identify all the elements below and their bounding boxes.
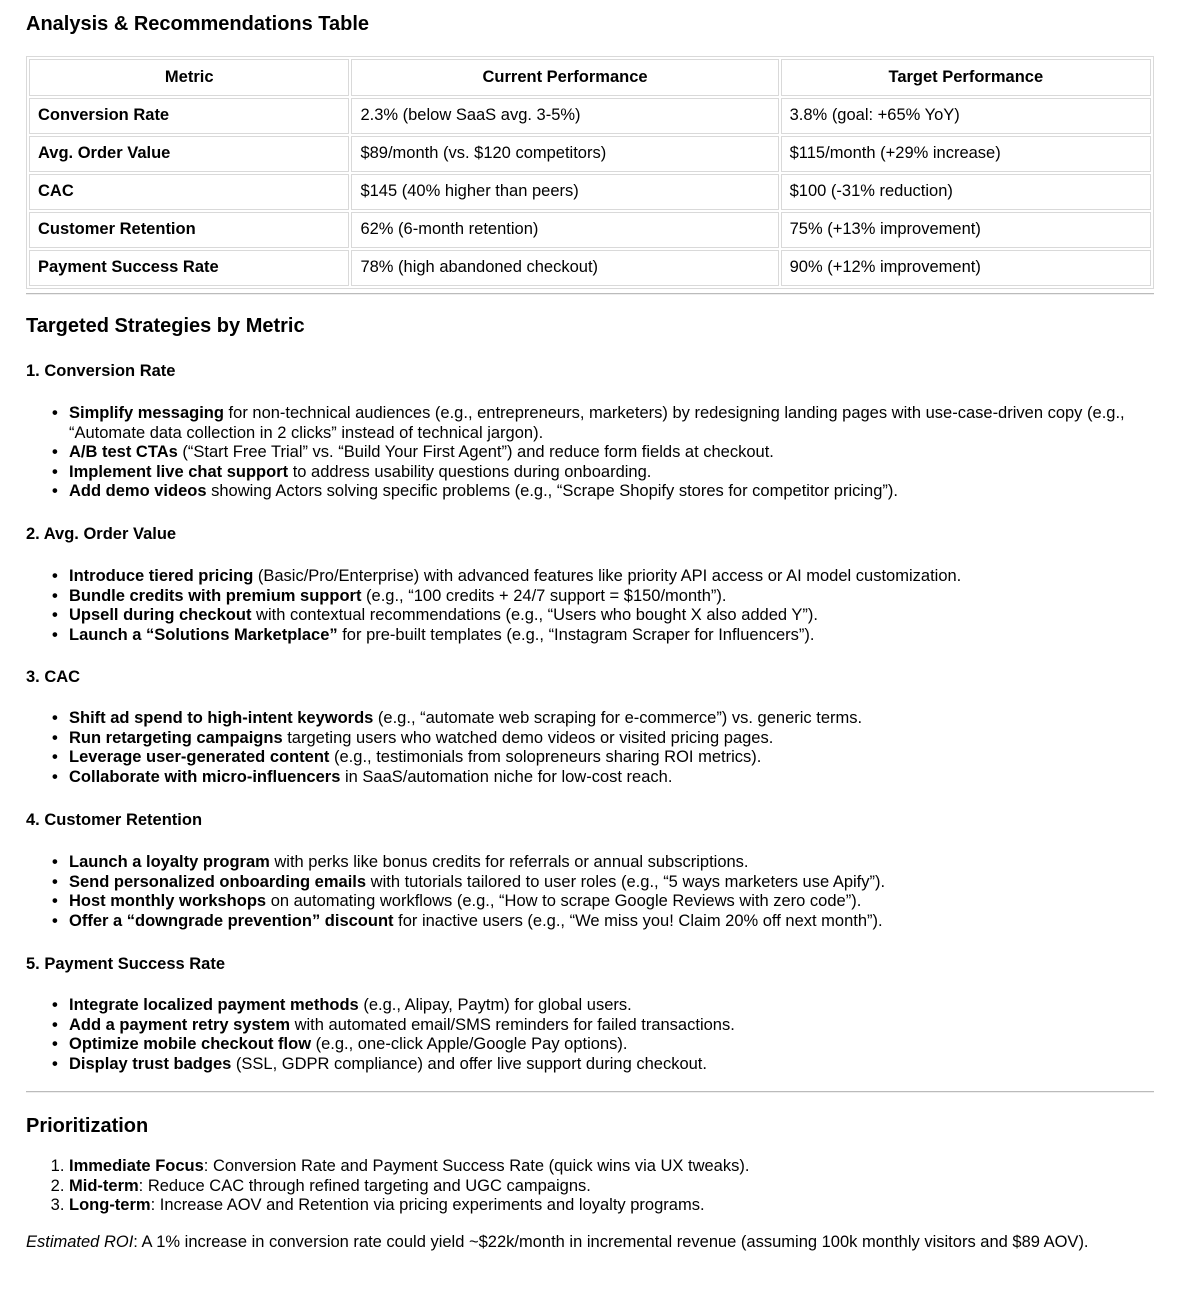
table-header-row bbox=[29, 59, 1151, 96]
item-text: (e.g., “100 credits + 24/7 support = $150/month”). bbox=[361, 586, 727, 605]
strategy-section-aov bbox=[26, 524, 1154, 645]
list-item bbox=[69, 1177, 1154, 1197]
item-bold: Shift ad spend to high-intent keywords bbox=[69, 709, 374, 727]
column-header-target: Target Performance bbox=[781, 59, 1151, 96]
item-text: with perks like bonus credits for referrals or annual subscriptions. bbox=[269, 853, 749, 871]
target-cell: 3.8% (goal: +65% YoY) bbox=[781, 98, 1151, 134]
item-text: targeting users who watched demo videos or visited pricing pages. bbox=[282, 728, 774, 747]
list-item bbox=[69, 1055, 1154, 1075]
item-text: to address usability questions during onboarding. bbox=[288, 462, 652, 481]
item-text: for pre-built templates (e.g., “Instagram Scraper for Influencers”). bbox=[337, 625, 815, 644]
list-item bbox=[69, 709, 1154, 729]
list-item bbox=[69, 768, 1154, 788]
item-bold: Launch a loyalty program bbox=[69, 853, 270, 871]
target-cell: 90% (+12% improvement) bbox=[781, 250, 1151, 286]
strategy-list bbox=[26, 996, 1154, 1074]
strategies-heading: Targeted Strategies by Metric bbox=[26, 315, 305, 337]
item-text: with contextual recommendations (e.g., “Users who bought X also added Y”). bbox=[251, 606, 818, 624]
list-item bbox=[69, 606, 1154, 626]
list-item bbox=[69, 587, 1154, 607]
table-row bbox=[29, 136, 1151, 172]
strategy-list bbox=[26, 709, 1154, 787]
item-text: (“Start Free Trial” vs. “Build Your First Agent”) and reduce form fields at checkout. bbox=[177, 443, 774, 461]
list-item bbox=[69, 1035, 1154, 1055]
list-item bbox=[69, 567, 1154, 587]
item-bold: Integrate localized payment methods bbox=[69, 996, 359, 1014]
strategy-section-cac bbox=[26, 667, 1154, 787]
item-bold: Implement live chat support bbox=[69, 462, 289, 481]
list-item bbox=[69, 1016, 1154, 1036]
strategy-section-title: 4. Customer Retention bbox=[26, 811, 203, 829]
item-text: : Reduce CAC through refined targeting and UGC campaigns. bbox=[138, 1176, 591, 1195]
strategy-section-payment bbox=[26, 954, 1154, 1074]
strategy-section-title: 1. Conversion Rate bbox=[26, 362, 176, 380]
metric-cell: Payment Success Rate bbox=[29, 250, 349, 286]
list-item bbox=[69, 748, 1154, 768]
item-text: (e.g., testimonials from solopreneurs sharing ROI metrics). bbox=[329, 748, 762, 766]
item-bold: Optimize mobile checkout flow bbox=[69, 1035, 312, 1053]
strategy-list bbox=[26, 853, 1154, 931]
current-cell: 62% (6-month retention) bbox=[351, 212, 778, 248]
table-row bbox=[29, 174, 1151, 210]
list-item bbox=[69, 482, 1154, 502]
item-bold: Introduce tiered pricing bbox=[69, 567, 254, 585]
item-bold: Display trust badges bbox=[69, 1054, 232, 1073]
prioritization-list bbox=[26, 1157, 1154, 1216]
item-text: with automated email/SMS reminders for failed transactions. bbox=[290, 1015, 735, 1034]
current-cell: 78% (high abandoned checkout) bbox=[351, 250, 778, 286]
item-bold: Launch a “Solutions Marketplace” bbox=[69, 625, 338, 644]
strategy-section-title: 2. Avg. Order Value bbox=[26, 525, 177, 543]
item-bold: Collaborate with micro-influencers bbox=[69, 767, 341, 786]
item-text: (e.g., one-click Apple/Google Pay options). bbox=[311, 1035, 628, 1053]
item-bold: Add a payment retry system bbox=[69, 1015, 291, 1034]
list-item bbox=[69, 626, 1154, 646]
item-bold: Host monthly workshops bbox=[69, 892, 267, 910]
list-item bbox=[69, 873, 1154, 893]
metric-cell: Avg. Order Value bbox=[29, 136, 349, 172]
target-cell: $100 (-31% reduction) bbox=[781, 174, 1151, 210]
item-text: : Increase AOV and Retention via pricing experiments and loyalty programs. bbox=[150, 1196, 705, 1214]
item-bold: Add demo videos bbox=[69, 482, 207, 500]
item-bold: Offer a “downgrade prevention” discount bbox=[69, 911, 394, 930]
metric-cell: Customer Retention bbox=[29, 212, 349, 248]
item-text: for non-technical audiences (e.g., entrepreneurs, marketers) by redesigning landing pages with use-case-driven copy (e.g., “Automate data collection in 2 clicks” instead of technical jargon). bbox=[69, 404, 1125, 442]
column-header-current: Current Performance bbox=[351, 59, 778, 96]
item-bold: Leverage user-generated content bbox=[69, 748, 330, 766]
roi-text: : A 1% increase in conversion rate could yield ~$22k/month in incremental revenue (assuming 100k monthly visitors and $89 AOV). bbox=[133, 1233, 1089, 1251]
strategy-section-title: 3. CAC bbox=[26, 668, 81, 686]
column-header-metric: Metric bbox=[29, 59, 349, 96]
table-row bbox=[29, 212, 1151, 248]
list-item bbox=[69, 443, 1154, 463]
item-text: (e.g., Alipay, Paytm) for global users. bbox=[358, 996, 632, 1014]
item-bold: Run retargeting campaigns bbox=[69, 728, 283, 747]
target-cell: 75% (+13% improvement) bbox=[781, 212, 1151, 248]
item-bold: Mid-term bbox=[69, 1176, 139, 1195]
item-bold: Send personalized onboarding emails bbox=[69, 872, 367, 891]
list-item bbox=[69, 853, 1154, 873]
item-bold: Bundle credits with premium support bbox=[69, 586, 362, 605]
list-item bbox=[69, 1196, 1154, 1216]
list-item bbox=[69, 463, 1154, 483]
metric-cell: CAC bbox=[29, 174, 349, 210]
strategy-list bbox=[26, 567, 1154, 645]
item-bold: A/B test CTAs bbox=[69, 443, 178, 461]
divider bbox=[26, 1091, 1154, 1093]
divider bbox=[26, 293, 1154, 295]
current-cell: $89/month (vs. $120 competitors) bbox=[351, 136, 778, 172]
list-item bbox=[69, 892, 1154, 912]
current-cell: 2.3% (below SaaS avg. 3-5%) bbox=[351, 98, 778, 134]
list-item bbox=[69, 404, 1154, 443]
table-row bbox=[29, 250, 1151, 286]
prioritization-section bbox=[26, 1114, 1154, 1216]
item-text: in SaaS/automation niche for low-cost reach. bbox=[340, 767, 673, 786]
list-item bbox=[69, 996, 1154, 1016]
current-cell: $145 (40% higher than peers) bbox=[351, 174, 778, 210]
item-bold: Simplify messaging bbox=[69, 404, 224, 422]
page-title: Analysis & Recommendations Table bbox=[26, 13, 370, 35]
roi-paragraph bbox=[26, 1233, 1154, 1253]
list-item bbox=[69, 1157, 1154, 1177]
item-text: (e.g., “automate web scraping for e-commerce”) vs. generic terms. bbox=[373, 709, 863, 727]
item-text: (Basic/Pro/Enterprise) with advanced features like priority API access or AI model customization. bbox=[253, 567, 962, 585]
item-text: on automating workflows (e.g., “How to scrape Google Reviews with zero code”). bbox=[266, 892, 862, 910]
strategy-list bbox=[26, 404, 1154, 502]
item-bold: Upsell during checkout bbox=[69, 606, 252, 624]
item-bold: Long-term bbox=[69, 1196, 151, 1214]
metrics-table bbox=[26, 56, 1154, 289]
item-text: (SSL, GDPR compliance) and offer live support during checkout. bbox=[231, 1054, 707, 1073]
item-text: with tutorials tailored to user roles (e.g., “5 ways marketers use Apify”). bbox=[366, 872, 886, 891]
strategy-section-title: 5. Payment Success Rate bbox=[26, 955, 226, 973]
list-item bbox=[69, 729, 1154, 749]
strategy-section-conversion bbox=[26, 361, 1154, 502]
prioritization-heading: Prioritization bbox=[26, 1115, 149, 1137]
metric-cell: Conversion Rate bbox=[29, 98, 349, 134]
roi-label: Estimated ROI bbox=[26, 1233, 134, 1251]
target-cell: $115/month (+29% increase) bbox=[781, 136, 1151, 172]
list-item bbox=[69, 912, 1154, 932]
item-text: : Conversion Rate and Payment Success Rate (quick wins via UX tweaks). bbox=[203, 1157, 750, 1175]
strategy-section-retention bbox=[26, 810, 1154, 931]
item-text: for inactive users (e.g., “We miss you! Claim 20% off next month”). bbox=[393, 911, 883, 930]
item-text: showing Actors solving specific problems (e.g., “Scrape Shopify stores for competitor pricing”). bbox=[206, 482, 898, 500]
table-row bbox=[29, 98, 1151, 134]
item-bold: Immediate Focus bbox=[69, 1157, 204, 1175]
